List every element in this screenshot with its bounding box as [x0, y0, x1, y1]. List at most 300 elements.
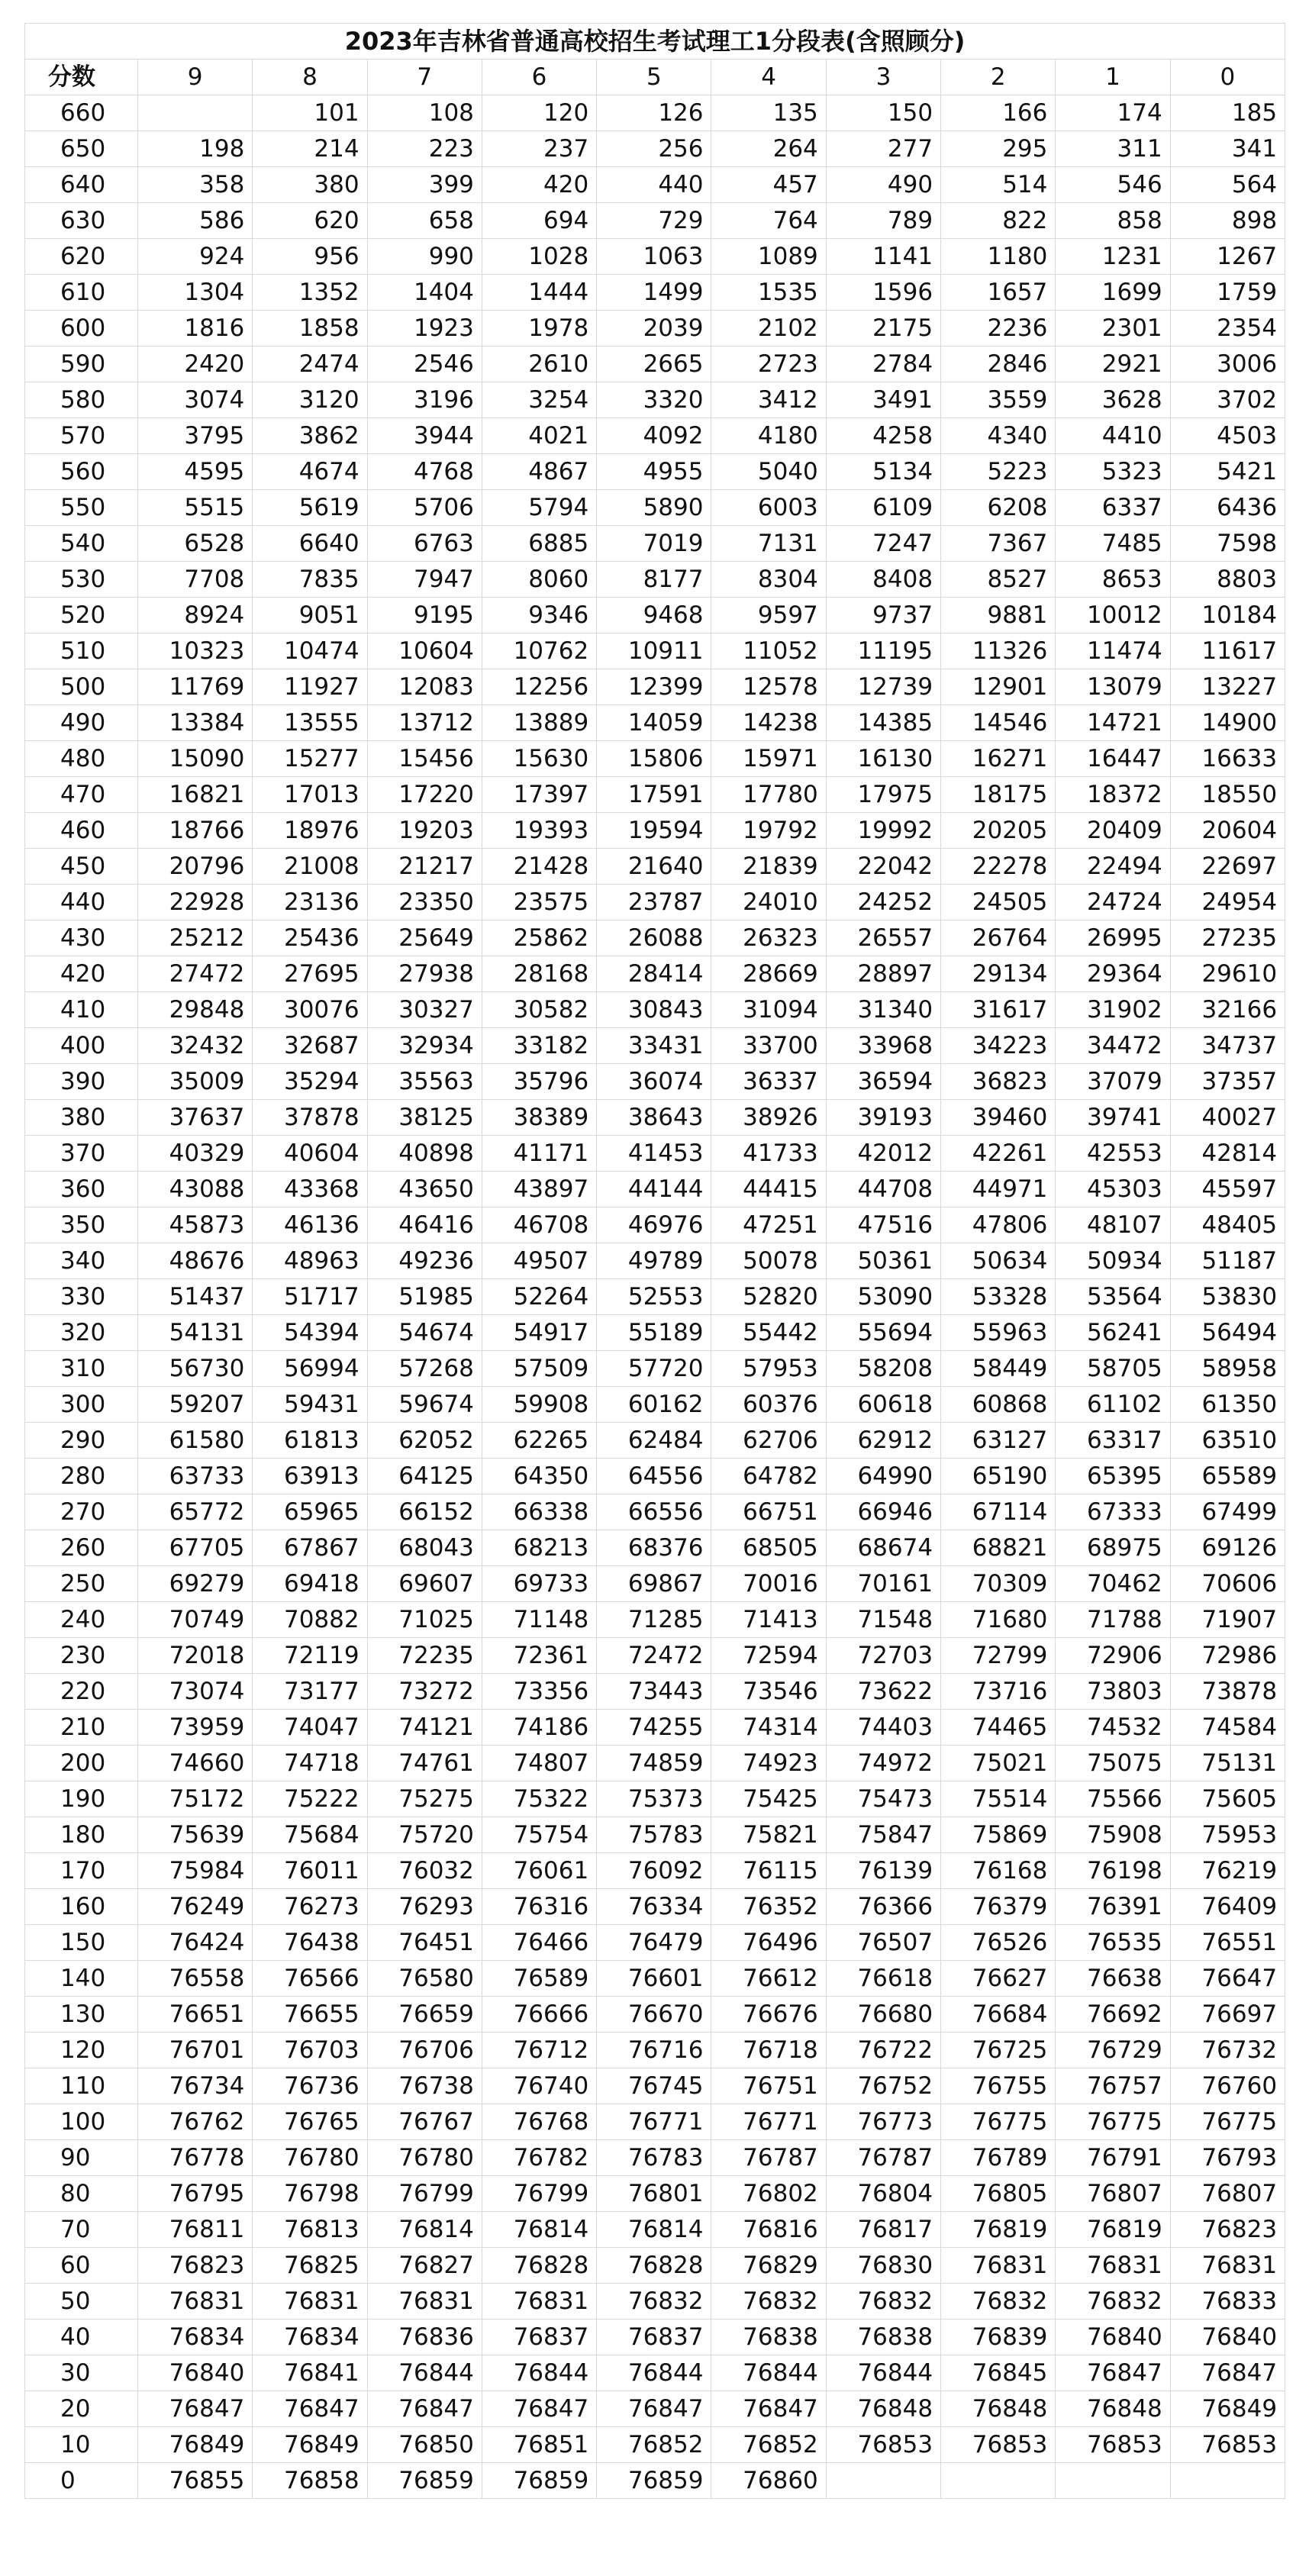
- cumulative-count-cell: 8653: [1056, 562, 1170, 598]
- cumulative-count-cell: 68043: [367, 1530, 482, 1566]
- table-row: [25, 777, 1285, 813]
- table-row: [25, 1100, 1285, 1136]
- cumulative-count-cell: 10474: [253, 634, 367, 669]
- cumulative-count-cell: 76352: [711, 1889, 826, 1925]
- table-row: [25, 1530, 1285, 1566]
- cumulative-count-cell: 55694: [826, 1315, 940, 1351]
- cumulative-count-cell: 74972: [826, 1746, 940, 1781]
- cumulative-count-cell: 20409: [1056, 813, 1170, 849]
- digit-column-header: 0: [1170, 60, 1285, 95]
- cumulative-count-cell: 29364: [1056, 956, 1170, 992]
- cumulative-count-cell: 42814: [1170, 1136, 1285, 1172]
- cumulative-count-cell: 46708: [482, 1207, 596, 1243]
- cumulative-count-cell: 198: [138, 131, 253, 167]
- table-row: [25, 598, 1285, 634]
- cumulative-count-cell: 1596: [826, 275, 940, 311]
- cumulative-count-cell: 75172: [138, 1781, 253, 1817]
- cumulative-count-cell: 75514: [941, 1781, 1056, 1817]
- cumulative-count-cell: 76816: [711, 2212, 826, 2248]
- cumulative-count-cell: 4867: [482, 454, 596, 490]
- cumulative-count-cell: 48676: [138, 1243, 253, 1279]
- cumulative-count-cell: 586: [138, 203, 253, 239]
- cumulative-count-cell: 76775: [941, 2104, 1056, 2140]
- cumulative-count-cell: 76848: [1056, 2391, 1170, 2427]
- table-row: [25, 2463, 1285, 2499]
- cumulative-count-cell: 22042: [826, 849, 940, 885]
- score-cell: 290: [25, 1423, 138, 1459]
- table-row: [25, 1961, 1285, 1997]
- score-cell: 630: [25, 203, 138, 239]
- table-row: [25, 2248, 1285, 2284]
- cumulative-count-cell: 4021: [482, 418, 596, 454]
- cumulative-count-cell: 48405: [1170, 1207, 1285, 1243]
- table-row: [25, 2284, 1285, 2320]
- cumulative-count-cell: 10911: [597, 634, 711, 669]
- cumulative-count-cell: 76745: [597, 2068, 711, 2104]
- cumulative-count-cell: 76807: [1056, 2176, 1170, 2212]
- cumulative-count-cell: 19594: [597, 813, 711, 849]
- cumulative-count-cell: 76827: [367, 2248, 482, 2284]
- score-cell: 640: [25, 167, 138, 203]
- cumulative-count-cell: 7247: [826, 526, 940, 562]
- cumulative-count-cell: 76853: [1170, 2427, 1285, 2463]
- cumulative-count-cell: 76850: [367, 2427, 482, 2463]
- cumulative-count-cell: 76799: [482, 2176, 596, 2212]
- score-cell: 480: [25, 741, 138, 777]
- cumulative-count-cell: 6337: [1056, 490, 1170, 526]
- cumulative-count-cell: 7708: [138, 562, 253, 598]
- cumulative-count-cell: 76840: [1056, 2320, 1170, 2355]
- cumulative-count-cell: 13227: [1170, 669, 1285, 705]
- cumulative-count-cell: 57509: [482, 1351, 596, 1387]
- cumulative-count-cell: 41733: [711, 1136, 826, 1172]
- cumulative-count-cell: 17780: [711, 777, 826, 813]
- cumulative-count-cell: 52553: [597, 1279, 711, 1315]
- cumulative-count-cell: 3196: [367, 382, 482, 418]
- cumulative-count-cell: 39193: [826, 1100, 940, 1136]
- cumulative-count-cell: 256: [597, 131, 711, 167]
- table-row: [25, 669, 1285, 705]
- cumulative-count-cell: 33968: [826, 1028, 940, 1064]
- cumulative-count-cell: 1978: [482, 311, 596, 347]
- cumulative-count-cell: 15277: [253, 741, 367, 777]
- score-cell: 440: [25, 885, 138, 920]
- table-row: [25, 1566, 1285, 1602]
- cumulative-count-cell: 490: [826, 167, 940, 203]
- cumulative-count-cell: 15456: [367, 741, 482, 777]
- cumulative-count-cell: 76860: [711, 2463, 826, 2499]
- digit-column-header: 3: [826, 60, 940, 95]
- table-row: [25, 239, 1285, 275]
- score-cell: 170: [25, 1853, 138, 1889]
- cumulative-count-cell: 75373: [597, 1781, 711, 1817]
- cumulative-count-cell: 74761: [367, 1746, 482, 1781]
- cumulative-count-cell: 75684: [253, 1817, 367, 1853]
- cumulative-count-cell: 76828: [597, 2248, 711, 2284]
- cumulative-count-cell: 264: [711, 131, 826, 167]
- cumulative-count-cell: 2474: [253, 347, 367, 382]
- cumulative-count-cell: 74186: [482, 1710, 596, 1746]
- cumulative-count-cell: 62052: [367, 1423, 482, 1459]
- score-cell: 460: [25, 813, 138, 849]
- cumulative-count-cell: 63733: [138, 1459, 253, 1494]
- cumulative-count-cell: 956: [253, 239, 367, 275]
- cumulative-count-cell: 24252: [826, 885, 940, 920]
- cumulative-count-cell: 76703: [253, 2033, 367, 2068]
- cumulative-count-cell: 75275: [367, 1781, 482, 1817]
- cumulative-count-cell: 73074: [138, 1674, 253, 1710]
- score-cell: 20: [25, 2391, 138, 2427]
- cumulative-count-cell: 14385: [826, 705, 940, 741]
- cumulative-count-cell: 38643: [597, 1100, 711, 1136]
- cumulative-count-cell: 7367: [941, 526, 1056, 562]
- cumulative-count-cell: 76814: [597, 2212, 711, 2248]
- cumulative-count-cell: 24954: [1170, 885, 1285, 920]
- cumulative-count-cell: 2921: [1056, 347, 1170, 382]
- digit-column-header: 5: [597, 60, 711, 95]
- cumulative-count-cell: 67867: [253, 1530, 367, 1566]
- cumulative-count-cell: 44971: [941, 1172, 1056, 1207]
- score-cell: 400: [25, 1028, 138, 1064]
- cumulative-count-cell: 11326: [941, 634, 1056, 669]
- cumulative-count-cell: 76507: [826, 1925, 940, 1961]
- cumulative-count-cell: 76011: [253, 1853, 367, 1889]
- score-cell: 100: [25, 2104, 138, 2140]
- cumulative-count-cell: 22697: [1170, 849, 1285, 885]
- table-row: [25, 1459, 1285, 1494]
- cumulative-count-cell: 76775: [1170, 2104, 1285, 2140]
- score-cell: 470: [25, 777, 138, 813]
- cumulative-count-cell: 26323: [711, 920, 826, 956]
- cumulative-count-cell: 74314: [711, 1710, 826, 1746]
- cumulative-count-cell: 74532: [1056, 1710, 1170, 1746]
- cumulative-count-cell: 620: [253, 203, 367, 239]
- cumulative-count-cell: 16271: [941, 741, 1056, 777]
- cumulative-count-cell: 311: [1056, 131, 1170, 167]
- cumulative-count-cell: 1063: [597, 239, 711, 275]
- cumulative-count-cell: 76751: [711, 2068, 826, 2104]
- cumulative-count-cell: 31340: [826, 992, 940, 1028]
- cumulative-count-cell: 76799: [367, 2176, 482, 2212]
- table-row: [25, 1746, 1285, 1781]
- score-cell: 620: [25, 239, 138, 275]
- score-cell: 280: [25, 1459, 138, 1494]
- cumulative-count-cell: 16447: [1056, 741, 1170, 777]
- cumulative-count-cell: 44144: [597, 1172, 711, 1207]
- cumulative-count-cell: 23350: [367, 885, 482, 920]
- cumulative-count-cell: 14721: [1056, 705, 1170, 741]
- cumulative-count-cell: 5706: [367, 490, 482, 526]
- cumulative-count-cell: 1089: [711, 239, 826, 275]
- cumulative-count-cell: [941, 2463, 1056, 2499]
- cumulative-count-cell: 12578: [711, 669, 826, 705]
- cumulative-count-cell: 8527: [941, 562, 1056, 598]
- cumulative-count-cell: 28897: [826, 956, 940, 992]
- cumulative-count-cell: 55442: [711, 1315, 826, 1351]
- score-distribution-sheet: [24, 23, 1285, 2499]
- score-cell: 330: [25, 1279, 138, 1315]
- score-cell: 10: [25, 2427, 138, 2463]
- score-cell: 660: [25, 95, 138, 131]
- cumulative-count-cell: 72018: [138, 1638, 253, 1674]
- cumulative-count-cell: 76168: [941, 1853, 1056, 1889]
- cumulative-count-cell: 15630: [482, 741, 596, 777]
- score-cell: 200: [25, 1746, 138, 1781]
- table-row: [25, 1638, 1285, 1674]
- cumulative-count-cell: 76666: [482, 1997, 596, 2033]
- cumulative-count-cell: 26088: [597, 920, 711, 956]
- cumulative-count-cell: 898: [1170, 203, 1285, 239]
- cumulative-count-cell: 20205: [941, 813, 1056, 849]
- cumulative-count-cell: 76198: [1056, 1853, 1170, 1889]
- cumulative-count-cell: 2546: [367, 347, 482, 382]
- cumulative-count-cell: 70749: [138, 1602, 253, 1638]
- score-cell: 210: [25, 1710, 138, 1746]
- table-row: [25, 2176, 1285, 2212]
- cumulative-count-cell: 295: [941, 131, 1056, 167]
- cumulative-count-cell: 11927: [253, 669, 367, 705]
- cumulative-count-cell: 76734: [138, 2068, 253, 2104]
- cumulative-count-cell: 12399: [597, 669, 711, 705]
- cumulative-count-cell: 63127: [941, 1423, 1056, 1459]
- cumulative-count-cell: 15806: [597, 741, 711, 777]
- cumulative-count-cell: 23136: [253, 885, 367, 920]
- cumulative-count-cell: 1759: [1170, 275, 1285, 311]
- cumulative-count-cell: 58449: [941, 1351, 1056, 1387]
- cumulative-count-cell: 62484: [597, 1423, 711, 1459]
- cumulative-count-cell: 51985: [367, 1279, 482, 1315]
- cumulative-count-cell: 64782: [711, 1459, 826, 1494]
- cumulative-count-cell: 4258: [826, 418, 940, 454]
- cumulative-count-cell: 75821: [711, 1817, 826, 1853]
- cumulative-count-cell: 68975: [1056, 1530, 1170, 1566]
- cumulative-count-cell: 3491: [826, 382, 940, 418]
- cumulative-count-cell: 22928: [138, 885, 253, 920]
- cumulative-count-cell: 18976: [253, 813, 367, 849]
- score-cell: 420: [25, 956, 138, 992]
- cumulative-count-cell: 76853: [941, 2427, 1056, 2463]
- cumulative-count-cell: 45873: [138, 1207, 253, 1243]
- cumulative-count-cell: 76801: [597, 2176, 711, 2212]
- cumulative-count-cell: 66556: [597, 1494, 711, 1530]
- cumulative-count-cell: 9597: [711, 598, 826, 634]
- cumulative-count-cell: 60868: [941, 1387, 1056, 1423]
- score-cell: 320: [25, 1315, 138, 1351]
- cumulative-count-cell: 67499: [1170, 1494, 1285, 1530]
- cumulative-count-cell: 76092: [597, 1853, 711, 1889]
- table-row: [25, 1423, 1285, 1459]
- cumulative-count-cell: 76771: [597, 2104, 711, 2140]
- cumulative-count-cell: 4955: [597, 454, 711, 490]
- cumulative-count-cell: 76840: [138, 2355, 253, 2391]
- cumulative-count-cell: 76496: [711, 1925, 826, 1961]
- cumulative-count-cell: 14059: [597, 705, 711, 741]
- cumulative-count-cell: 40604: [253, 1136, 367, 1172]
- cumulative-count-cell: 76847: [367, 2391, 482, 2427]
- cumulative-count-cell: 30076: [253, 992, 367, 1028]
- table-row: [25, 2140, 1285, 2176]
- table-row: [25, 167, 1285, 203]
- cumulative-count-cell: 76859: [482, 2463, 596, 2499]
- cumulative-count-cell: 76847: [253, 2391, 367, 2427]
- cumulative-count-cell: 56241: [1056, 1315, 1170, 1351]
- cumulative-count-cell: 15971: [711, 741, 826, 777]
- cumulative-count-cell: 6528: [138, 526, 253, 562]
- cumulative-count-cell: 27472: [138, 956, 253, 992]
- cumulative-count-cell: 75639: [138, 1817, 253, 1853]
- score-cell: 570: [25, 418, 138, 454]
- cumulative-count-cell: 72235: [367, 1638, 482, 1674]
- cumulative-count-cell: 4092: [597, 418, 711, 454]
- cumulative-count-cell: 924: [138, 239, 253, 275]
- cumulative-count-cell: 70462: [1056, 1566, 1170, 1602]
- cumulative-count-cell: 21839: [711, 849, 826, 885]
- cumulative-count-cell: 30843: [597, 992, 711, 1028]
- table-row: [25, 2320, 1285, 2355]
- cumulative-count-cell: 73878: [1170, 1674, 1285, 1710]
- cumulative-count-cell: 12083: [367, 669, 482, 705]
- cumulative-count-cell: 49789: [597, 1243, 711, 1279]
- cumulative-count-cell: 7131: [711, 526, 826, 562]
- cumulative-count-cell: 66338: [482, 1494, 596, 1530]
- cumulative-count-cell: 8924: [138, 598, 253, 634]
- cumulative-count-cell: 1858: [253, 311, 367, 347]
- cumulative-count-cell: 76601: [597, 1961, 711, 1997]
- cumulative-count-cell: 18766: [138, 813, 253, 849]
- cumulative-count-cell: 62265: [482, 1423, 596, 1459]
- cumulative-count-cell: 35796: [482, 1064, 596, 1100]
- cumulative-count-cell: 76651: [138, 1997, 253, 2033]
- cumulative-count-cell: 76847: [482, 2391, 596, 2427]
- cumulative-count-cell: 76773: [826, 2104, 940, 2140]
- cumulative-count-cell: 67114: [941, 1494, 1056, 1530]
- cumulative-count-cell: 5619: [253, 490, 367, 526]
- table-row: [25, 2355, 1285, 2391]
- cumulative-count-cell: 76535: [1056, 1925, 1170, 1961]
- cumulative-count-cell: 5794: [482, 490, 596, 526]
- cumulative-count-cell: 11769: [138, 669, 253, 705]
- score-cell: 310: [25, 1351, 138, 1387]
- cumulative-count-cell: 76757: [1056, 2068, 1170, 2104]
- cumulative-count-cell: 71788: [1056, 1602, 1170, 1638]
- cumulative-count-cell: 74807: [482, 1746, 596, 1781]
- cumulative-count-cell: 13889: [482, 705, 596, 741]
- cumulative-count-cell: 76706: [367, 2033, 482, 2068]
- cumulative-count-cell: 73272: [367, 1674, 482, 1710]
- cumulative-count-cell: 75021: [941, 1746, 1056, 1781]
- cumulative-count-cell: 76701: [138, 2033, 253, 2068]
- cumulative-count-cell: 13555: [253, 705, 367, 741]
- cumulative-count-cell: 67333: [1056, 1494, 1170, 1530]
- cumulative-count-cell: 76819: [1056, 2212, 1170, 2248]
- cumulative-count-cell: 56994: [253, 1351, 367, 1387]
- cumulative-count-cell: 4768: [367, 454, 482, 490]
- score-cell: 380: [25, 1100, 138, 1136]
- cumulative-count-cell: 76834: [138, 2320, 253, 2355]
- cumulative-count-cell: 72799: [941, 1638, 1056, 1674]
- cumulative-count-cell: 1028: [482, 239, 596, 275]
- cumulative-count-cell: 31902: [1056, 992, 1170, 1028]
- cumulative-count-cell: 39741: [1056, 1100, 1170, 1136]
- cumulative-count-cell: 76793: [1170, 2140, 1285, 2176]
- cumulative-count-cell: 11052: [711, 634, 826, 669]
- cumulative-count-cell: 1304: [138, 275, 253, 311]
- cumulative-count-cell: 76765: [253, 2104, 367, 2140]
- cumulative-count-cell: 58705: [1056, 1351, 1170, 1387]
- cumulative-count-cell: 5134: [826, 454, 940, 490]
- cumulative-count-cell: 76831: [367, 2284, 482, 2320]
- cumulative-count-cell: 76771: [711, 2104, 826, 2140]
- cumulative-count-cell: 6003: [711, 490, 826, 526]
- cumulative-count-cell: 75605: [1170, 1781, 1285, 1817]
- cumulative-count-cell: 76451: [367, 1925, 482, 1961]
- cumulative-count-cell: 63913: [253, 1459, 367, 1494]
- score-cell: 140: [25, 1961, 138, 1997]
- cumulative-count-cell: 277: [826, 131, 940, 167]
- cumulative-count-cell: 2354: [1170, 311, 1285, 347]
- cumulative-count-cell: 76659: [367, 1997, 482, 2033]
- cumulative-count-cell: 31094: [711, 992, 826, 1028]
- cumulative-count-cell: 30582: [482, 992, 596, 1028]
- cumulative-count-cell: 76853: [1056, 2427, 1170, 2463]
- cumulative-count-cell: 37878: [253, 1100, 367, 1136]
- cumulative-count-cell: 14238: [711, 705, 826, 741]
- cumulative-count-cell: 45597: [1170, 1172, 1285, 1207]
- cumulative-count-cell: 76551: [1170, 1925, 1285, 1961]
- cumulative-count-cell: 58208: [826, 1351, 940, 1387]
- cumulative-count-cell: 564: [1170, 167, 1285, 203]
- digit-column-header: 9: [138, 60, 253, 95]
- cumulative-count-cell: 17975: [826, 777, 940, 813]
- table-row: [25, 634, 1285, 669]
- cumulative-count-cell: 150: [826, 95, 940, 131]
- cumulative-count-cell: 48963: [253, 1243, 367, 1279]
- cumulative-count-cell: 73716: [941, 1674, 1056, 1710]
- score-cell: 130: [25, 1997, 138, 2033]
- score-cell: 230: [25, 1638, 138, 1674]
- cumulative-count-cell: 51437: [138, 1279, 253, 1315]
- cumulative-count-cell: 66152: [367, 1494, 482, 1530]
- cumulative-count-cell: 18175: [941, 777, 1056, 813]
- cumulative-count-cell: 75473: [826, 1781, 940, 1817]
- cumulative-count-cell: 76844: [482, 2355, 596, 2391]
- cumulative-count-cell: 12256: [482, 669, 596, 705]
- table-row: [25, 2391, 1285, 2427]
- cumulative-count-cell: 76334: [597, 1889, 711, 1925]
- cumulative-count-cell: 76780: [367, 2140, 482, 2176]
- score-cell: 30: [25, 2355, 138, 2391]
- table-row: [25, 741, 1285, 777]
- digit-column-header: 1: [1056, 60, 1170, 95]
- table-row: [25, 1889, 1285, 1925]
- cumulative-count-cell: 26764: [941, 920, 1056, 956]
- cumulative-count-cell: 8177: [597, 562, 711, 598]
- cumulative-count-cell: 76791: [1056, 2140, 1170, 2176]
- cumulative-count-cell: 24505: [941, 885, 1056, 920]
- cumulative-count-cell: 25212: [138, 920, 253, 956]
- cumulative-count-cell: 76768: [482, 2104, 596, 2140]
- cumulative-count-cell: 36074: [597, 1064, 711, 1100]
- score-cell: 220: [25, 1674, 138, 1710]
- cumulative-count-cell: 54917: [482, 1315, 596, 1351]
- cumulative-count-cell: 76836: [367, 2320, 482, 2355]
- cumulative-count-cell: 8304: [711, 562, 826, 598]
- table-row: [25, 849, 1285, 885]
- score-cell: 120: [25, 2033, 138, 2068]
- table-row: [25, 1172, 1285, 1207]
- cumulative-count-cell: 76849: [1170, 2391, 1285, 2427]
- score-cell: 580: [25, 382, 138, 418]
